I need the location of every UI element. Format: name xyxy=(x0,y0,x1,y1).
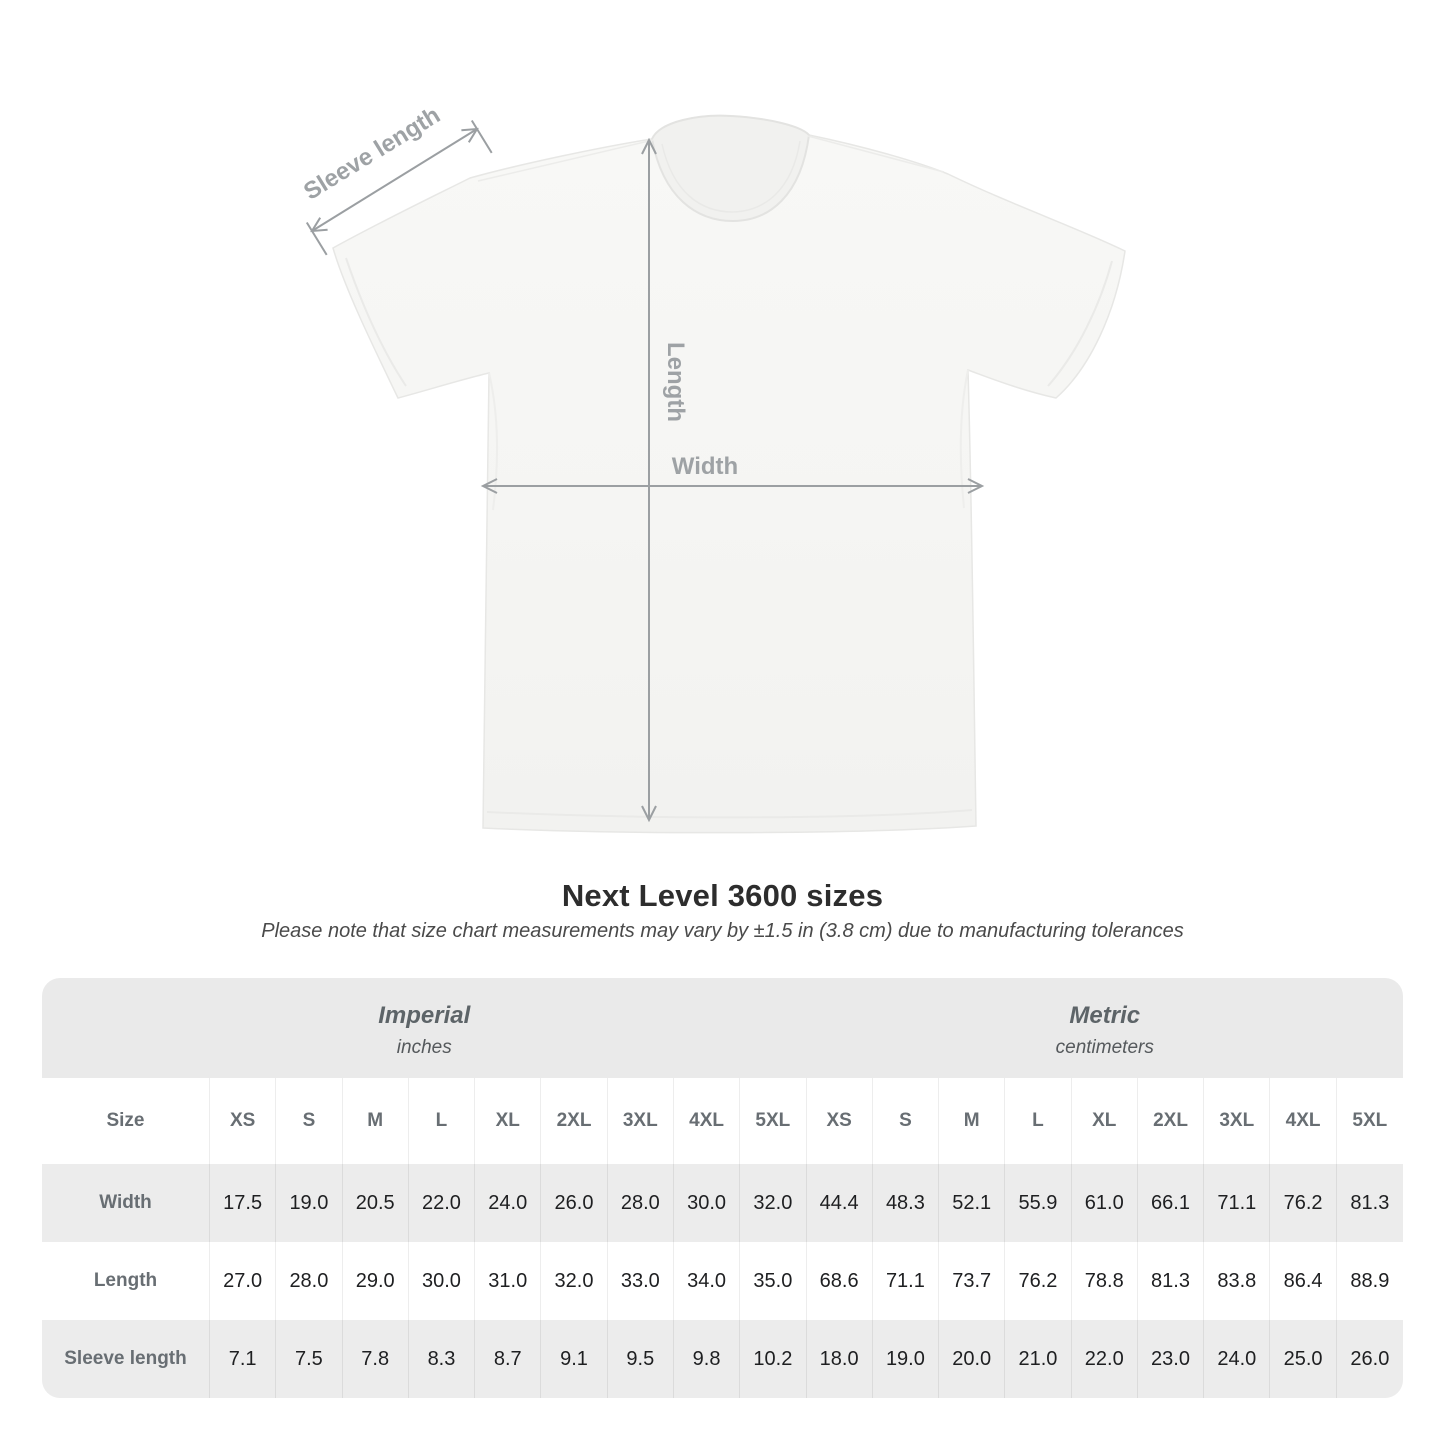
table-cell: 28.0 xyxy=(608,1164,674,1242)
table-cell: 24.0 xyxy=(1204,1320,1270,1398)
unit-group-header-row xyxy=(42,978,1403,1078)
table-cell: 32.0 xyxy=(740,1164,806,1242)
table-cell: 26.0 xyxy=(541,1164,607,1242)
page-title: Next Level 3600 sizes xyxy=(561,878,884,913)
size-col-header: 5XL xyxy=(1352,1110,1388,1131)
table-cell: 52.1 xyxy=(939,1164,1005,1242)
width-label: Width xyxy=(671,453,739,480)
table-cell: 78.8 xyxy=(1072,1242,1138,1320)
table-cell: 9.5 xyxy=(608,1320,674,1398)
table-row-width xyxy=(42,1164,1403,1242)
table-cell: 21.0 xyxy=(1005,1320,1071,1398)
table-cell: 30.0 xyxy=(409,1242,475,1320)
row-label: Width xyxy=(42,1164,210,1242)
table-cell: 7.5 xyxy=(276,1320,342,1398)
size-col-header: S xyxy=(873,1078,939,1164)
table-cell: 71.1 xyxy=(1204,1164,1270,1242)
imperial-label: Imperial xyxy=(378,1001,471,1029)
table-cell: 35.0 xyxy=(740,1242,806,1320)
size-header-row xyxy=(42,1078,1403,1164)
table-cell: 22.0 xyxy=(1072,1320,1138,1398)
table-cell: 7.8 xyxy=(343,1320,409,1398)
table-cell: 83.8 xyxy=(1204,1242,1270,1320)
table-cell: 9.8 xyxy=(674,1320,740,1398)
table-cell: 20.0 xyxy=(939,1320,1005,1398)
table-cell: 24.0 xyxy=(475,1164,541,1242)
table-cell: 73.7 xyxy=(939,1242,1005,1320)
table-row-sleeve-length xyxy=(42,1320,1403,1398)
row-label: Length xyxy=(42,1242,210,1320)
size-col-header: 3XL xyxy=(608,1078,674,1164)
size-table xyxy=(42,978,1403,1398)
arrowhead xyxy=(461,129,477,142)
size-header-label: Size xyxy=(42,1078,210,1164)
table-cell: 19.0 xyxy=(276,1164,342,1242)
size-col-header: 2XL xyxy=(1138,1078,1204,1164)
table-cell: 66.1 xyxy=(1138,1164,1204,1242)
imperial-unit: inches xyxy=(396,1036,452,1058)
table-cell: 8.7 xyxy=(475,1320,541,1398)
table-cell: 7.1 xyxy=(210,1320,276,1398)
metric-label: Metric xyxy=(1069,1001,1141,1029)
arrowhead xyxy=(312,218,328,231)
table-cell: 27.0 xyxy=(210,1242,276,1320)
table-cell: 71.1 xyxy=(873,1242,939,1320)
table-cell: 8.3 xyxy=(409,1320,475,1398)
tolerance-note: Please note that size chart measurements may vary by ±1.5 in (3.8 cm) due to manufacturing tolerances xyxy=(261,920,1184,942)
table-cell: 34.0 xyxy=(674,1242,740,1320)
table-cell: 23.0 xyxy=(1138,1320,1204,1398)
size-col-header: M xyxy=(939,1078,1005,1164)
table-cell: 29.0 xyxy=(343,1242,409,1320)
size-col-header: 5XL xyxy=(740,1078,806,1164)
dimension-tick xyxy=(472,121,492,153)
table-cell: 76.2 xyxy=(1005,1242,1071,1320)
size-col-header: M xyxy=(343,1078,409,1164)
table-cell: 17.5 xyxy=(210,1164,276,1242)
table-cell: 68.6 xyxy=(807,1242,873,1320)
size-col-header: 2XL xyxy=(541,1078,607,1164)
size-col-header: L xyxy=(1005,1078,1071,1164)
size-col-header: S xyxy=(276,1078,342,1164)
table-cell: 22.0 xyxy=(409,1164,475,1242)
metric-unit: centimeters xyxy=(1055,1036,1154,1058)
size-col-header: XS xyxy=(210,1078,276,1164)
table-cell: 19.0 xyxy=(873,1320,939,1398)
table-cell: 31.0 xyxy=(475,1242,541,1320)
table-cell: 28.0 xyxy=(276,1242,342,1320)
table-cell: 44.4 xyxy=(807,1164,873,1242)
imperial-group-header xyxy=(42,978,807,1078)
table-cell: 81.3 xyxy=(1138,1242,1204,1320)
table-cell: 26.0 xyxy=(1350,1347,1390,1370)
table-cell: 18.0 xyxy=(807,1320,873,1398)
size-col-header: 4XL xyxy=(674,1078,740,1164)
table-cell: 55.9 xyxy=(1005,1164,1071,1242)
table-cell: 61.0 xyxy=(1072,1164,1138,1242)
table-cell: 76.2 xyxy=(1270,1164,1336,1242)
sleeve-length-label: Sleeve length xyxy=(299,101,446,206)
size-col-header: 4XL xyxy=(1270,1078,1336,1164)
table-cell: 88.9 xyxy=(1350,1269,1390,1292)
table-cell: 86.4 xyxy=(1270,1242,1336,1320)
size-col-header: XL xyxy=(475,1078,541,1164)
table-cell: 48.3 xyxy=(873,1164,939,1242)
table-cell: 81.3 xyxy=(1350,1191,1390,1214)
size-col-header: XS xyxy=(807,1078,873,1164)
size-col-header: XL xyxy=(1072,1078,1138,1164)
size-col-header: L xyxy=(409,1078,475,1164)
table-cell: 32.0 xyxy=(541,1242,607,1320)
table-cell: 9.1 xyxy=(541,1320,607,1398)
length-label: Length xyxy=(662,342,689,422)
size-col-header: 3XL xyxy=(1204,1078,1270,1164)
table-cell: 25.0 xyxy=(1270,1320,1336,1398)
table-cell: 30.0 xyxy=(674,1164,740,1242)
row-label: Sleeve length xyxy=(42,1320,210,1398)
table-cell: 10.2 xyxy=(740,1320,806,1398)
table-cell: 20.5 xyxy=(343,1164,409,1242)
table-cell: 33.0 xyxy=(608,1242,674,1320)
table-row-length xyxy=(42,1242,1403,1320)
metric-group-header xyxy=(807,978,1404,1078)
